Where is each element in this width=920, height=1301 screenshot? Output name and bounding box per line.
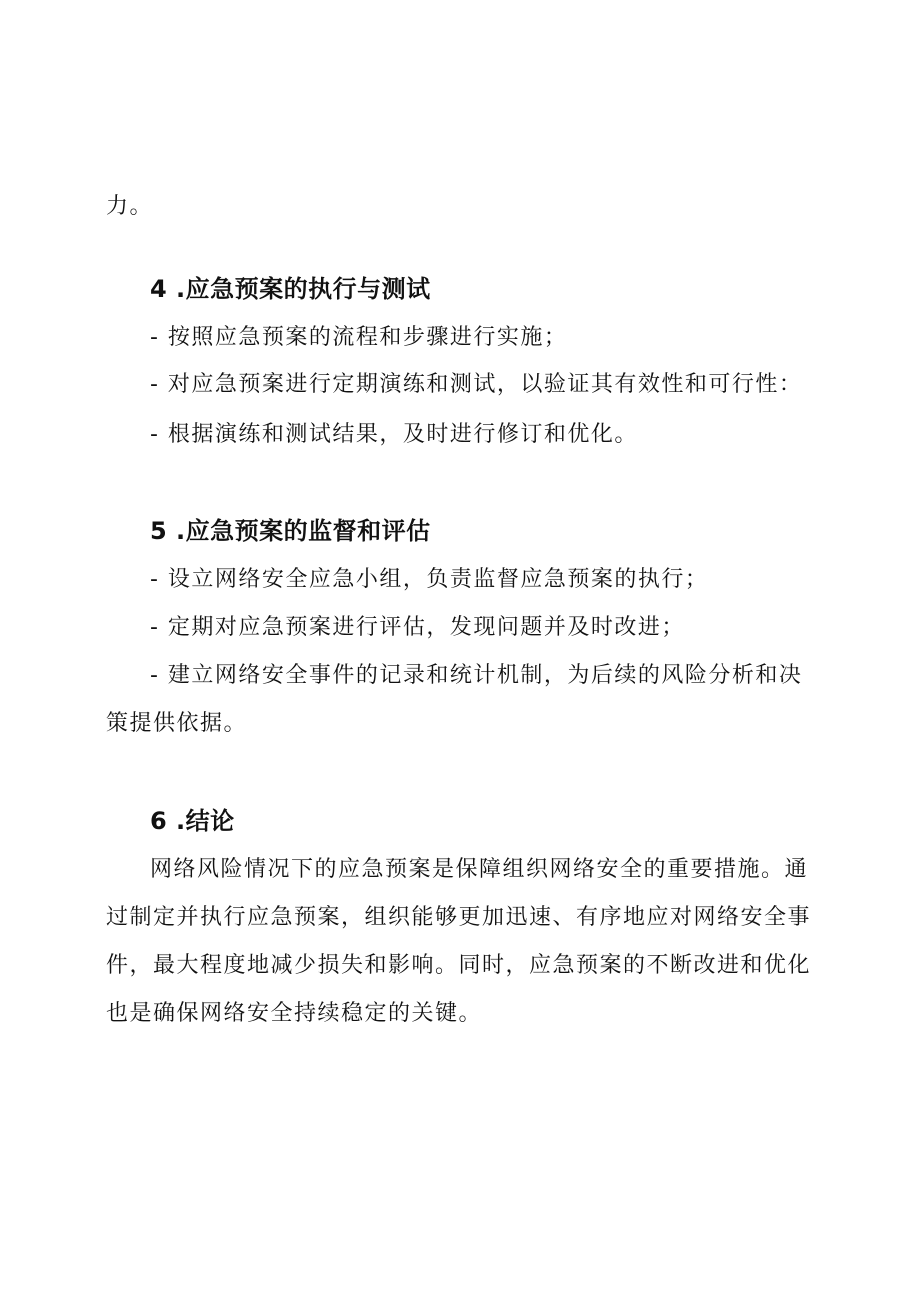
conclusion-line-3: 件，最大程度地减少损失和影响。同时，应急预案的不断改进和优化 [106, 953, 812, 978]
section-5-bullet-2: - 定期对应急预案进行评估，发现问题并及时改进； [150, 615, 685, 640]
section-4-heading [150, 273, 431, 305]
section-number: 5 [150, 517, 168, 545]
section-5-bullet-3: - 建立网络安全事件的记录和统计机制，为后续的风险分析和决 [150, 663, 803, 688]
section-number: 6 [150, 807, 168, 835]
conclusion-line-1: 网络风险情况下的应急预案是保障组织网络安全的重要措施。通 [150, 857, 809, 882]
section-4-bullet-1: - 按照应急预案的流程和步骤进行实施； [150, 325, 568, 350]
section-title: .结论 [176, 807, 235, 835]
section-6-heading [150, 805, 235, 837]
conclusion-line-2: 过制定并执行应急预案，组织能够更加迅速、有序地应对网络安全事 [106, 905, 812, 930]
conclusion-line-4: 也是确保网络安全持续稳定的关键。 [106, 1001, 483, 1026]
section-title: .应急预案的执行与测试 [176, 275, 431, 303]
section-5-bullet-3-continuation: 策提供依据。 [106, 711, 248, 736]
section-number: 4 [150, 275, 168, 303]
section-5-heading [150, 515, 431, 547]
section-title: .应急预案的监督和评估 [176, 517, 431, 545]
section-4-bullet-2: - 对应急预案进行定期演练和测试，以验证其有效性和可行性： [150, 372, 803, 397]
section-5-bullet-1: - 设立网络安全应急小组，负责监督应急预案的执行； [150, 567, 709, 592]
section-4-bullet-3: - 根据演练和测试结果，及时进行修订和优化。 [150, 422, 638, 447]
continuation-text: 力。 [106, 194, 154, 219]
